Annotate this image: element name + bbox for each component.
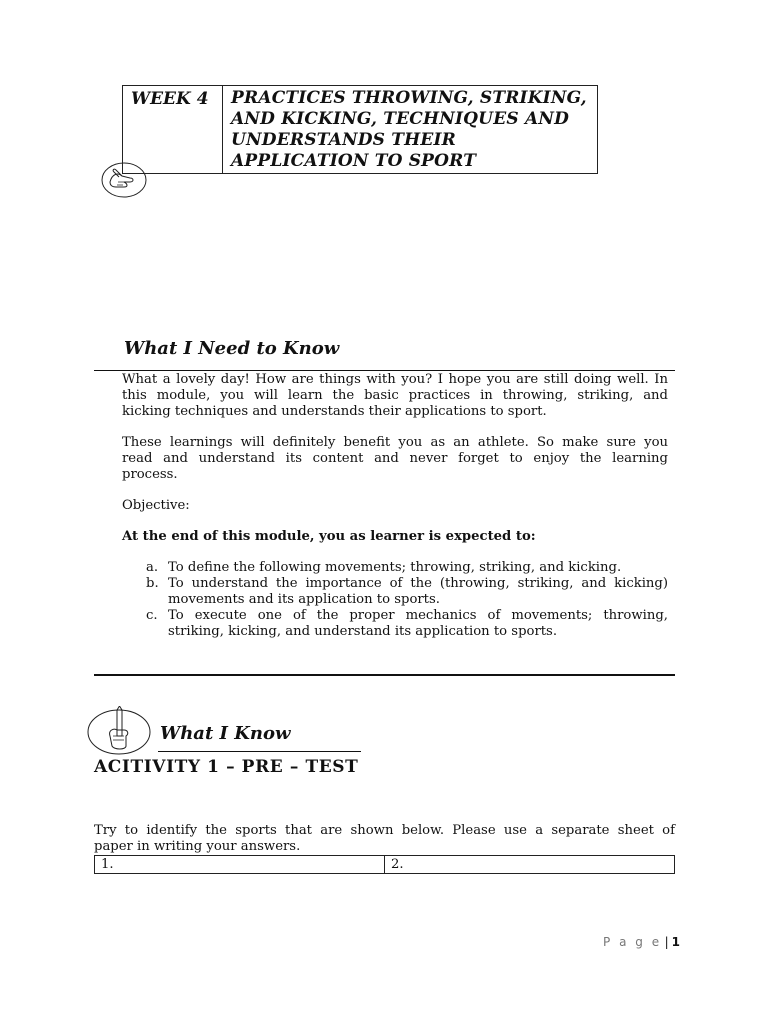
paragraph-line: What a lovely day! How are things with you? I hope you are still doing well. In: [122, 372, 668, 387]
page-word: P a g e: [603, 935, 662, 949]
paragraph-line: this module, you will learn the basic practices in throwing, striking, and: [122, 388, 668, 403]
list-text: [168, 576, 668, 608]
answer-cell: 2.: [391, 857, 404, 872]
list-text-line: To understand the importance of the (throwing, striking, and kicking): [168, 576, 668, 591]
list-text: [168, 560, 668, 576]
objectives-list: [146, 560, 668, 640]
answer-table: [94, 855, 675, 874]
list-text-line: striking, kicking, and understand its application to sports.: [168, 624, 558, 639]
paragraph-line: paper in writing your answers.: [94, 839, 301, 854]
expectation-statement: At the end of this module, you as learner is expected to:: [122, 529, 536, 544]
list-item: [146, 560, 668, 576]
instruction-paragraph: [94, 823, 675, 855]
section-divider: [94, 370, 675, 371]
list-text-line: movements and its application to sports.: [168, 592, 440, 607]
page-number: 1: [671, 935, 680, 949]
intro-paragraph: [122, 372, 668, 420]
activity-title: ACITIVITY 1 – PRE – TEST: [94, 757, 359, 777]
week-header-table: [122, 85, 598, 174]
paragraph-line: kicking techniques and understands their applications to sport.: [122, 404, 547, 419]
objective-label: Objective:: [122, 498, 190, 513]
paragraph-line: read and understand its content and never forget to enjoy the learning: [122, 451, 668, 466]
list-item: [146, 576, 668, 608]
paragraph-line: Try to identify the sports that are shown below. Please use a separate sheet of: [94, 823, 675, 838]
list-text: [168, 608, 668, 640]
paragraph-line: process.: [122, 467, 178, 482]
list-marker: a.: [146, 560, 159, 575]
section-title-what-i-know: What I Know: [160, 723, 291, 744]
page-footer: [603, 935, 680, 949]
benefit-paragraph: [122, 435, 668, 483]
list-marker: b.: [146, 576, 159, 591]
pointing-hand-icon: [100, 160, 148, 200]
lesson-title-line: APPLICATION TO SPORT: [231, 151, 477, 171]
page-separator: |: [664, 935, 669, 949]
lesson-title-line: UNDERSTANDS THEIR: [231, 130, 457, 150]
section-divider: [94, 674, 675, 676]
section-title-what-i-need-to-know: What I Need to Know: [124, 338, 340, 359]
lesson-title-line: AND KICKING, TECHNIQUES AND: [231, 109, 570, 129]
list-item: [146, 608, 668, 640]
list-marker: c.: [146, 608, 158, 623]
paragraph-line: These learnings will definitely benefit you as an athlete. So make sure you: [122, 435, 668, 450]
list-text-line: To define the following movements; throwing, striking, and kicking.: [168, 560, 622, 575]
lesson-title-line: PRACTICES THROWING, STRIKING,: [231, 88, 587, 108]
section-underline: [158, 751, 361, 752]
lesson-title: [223, 86, 597, 173]
week-label: WEEK 4: [123, 86, 223, 173]
answer-cell: 1.: [95, 856, 385, 873]
list-text-line: To execute one of the proper mechanics of movements; throwing,: [168, 608, 668, 623]
hand-holding-pencil-icon: [86, 706, 154, 756]
